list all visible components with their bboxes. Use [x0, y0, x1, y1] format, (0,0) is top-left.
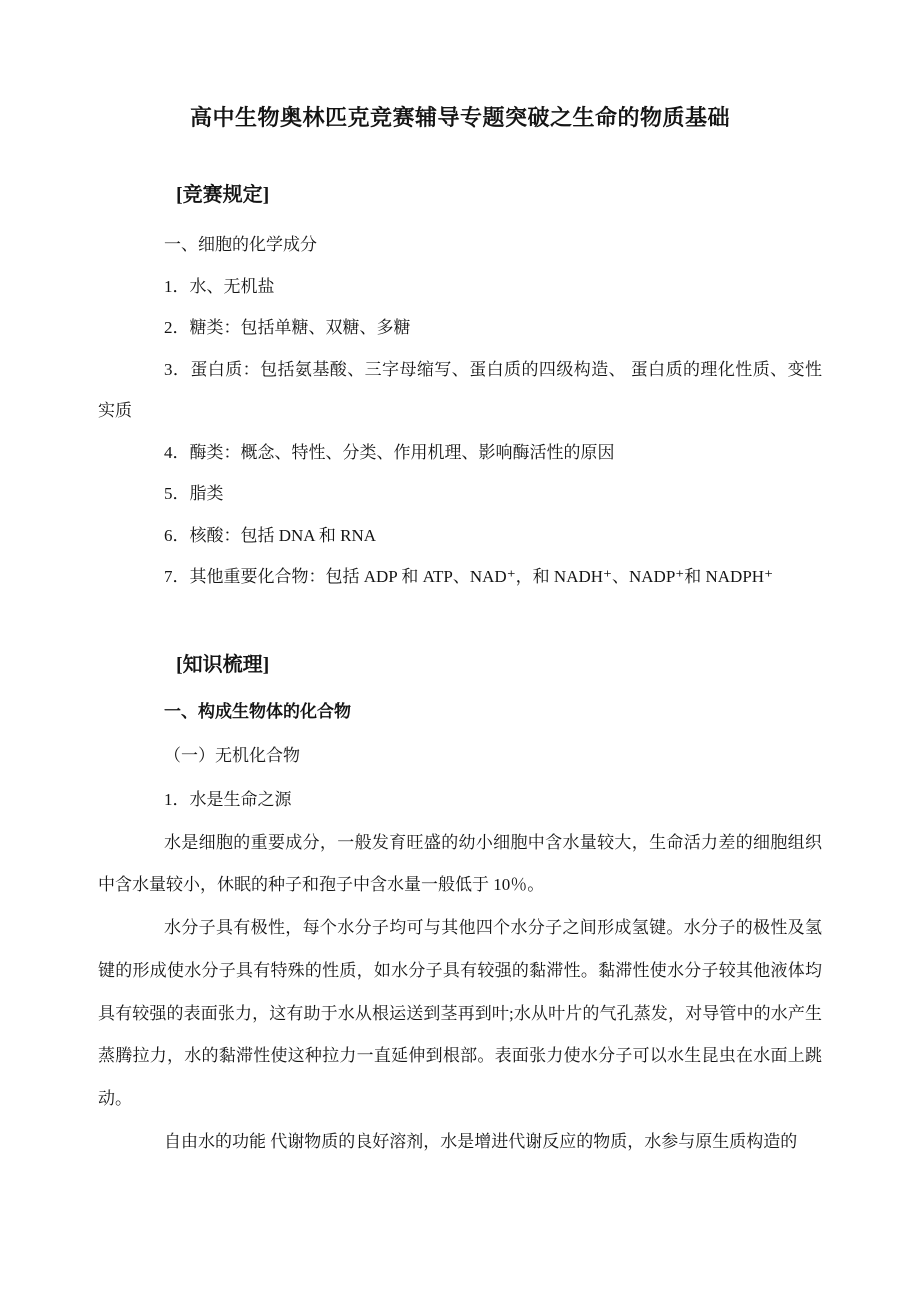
knowledge-outline-heading: [知识梳理] [176, 653, 270, 676]
rules-item: 一、细胞的化学成分 [164, 235, 317, 254]
body-paragraph: 水分子具有极性，每个水分子均可与其他四个水分子之间形成氢键。水分子的极性及氢键的形成使水分子具有特殊的性质，如水分子具有较强的黏滞性。黏滞性使水分子较其他液体均具有较强的表面张力，这有助于水从根运送到茎再到叶;水从叶片的气孔蒸发，对导管中的水产生蒸腾拉力，水的黏滞性使这种拉力一直延伸到根部。表面张力使水分子可以水生昆虫在水面上跳动。 [98, 918, 822, 1109]
competition-rules-heading: [竞赛规定] [176, 184, 270, 206]
body-paragraph: 自由水的功能 代谢物质的良好溶剂，水是增进代谢反应的物质，水参与原生质构造的 [164, 1132, 798, 1152]
rules-item: 6．核酸：包括 DNA 和 RNA [164, 525, 377, 545]
section-knowledge-outline [98, 650, 822, 1164]
body-paragraph: 水是细胞的重要成分，一般发育旺盛的幼小细胞中含水量较大，生命活力差的细胞组织中含水量较小，休眠的种子和孢子中含水量一般低于 10％。 [98, 832, 822, 895]
rules-item: 7．其他重要化合物：包括 ADP 和 ATP、NAD⁺，和 NADH⁺、NADP⁺和 NADPH⁺ [164, 567, 774, 586]
knowledge-sub-item: （一）无机化合物 [164, 745, 300, 765]
document-title: 高中生物奥林匹克竞赛辅导专题突破之生命的物质基础 [189, 105, 730, 130]
rules-item: 1．水、无机盐 [164, 276, 275, 296]
knowledge-sub-item: 1．水是生命之源 [164, 789, 292, 809]
rules-item: 5．脂类 [164, 484, 224, 503]
rules-item: 4．酶类：概念、特性、分类、作用机理、影响酶活性的原因 [164, 442, 615, 462]
rules-item: 3．蛋白质：包括氨基酸、三字母缩写、蛋白质的四级构造、 蛋白质的理化性质、变性实质 [98, 359, 822, 420]
knowledge-subheading: 一、构成生物体的化合物 [164, 701, 351, 721]
section-competition-rules [98, 180, 822, 598]
rules-item: 2．糖类：包括单糖、双糖、多糖 [164, 318, 411, 337]
